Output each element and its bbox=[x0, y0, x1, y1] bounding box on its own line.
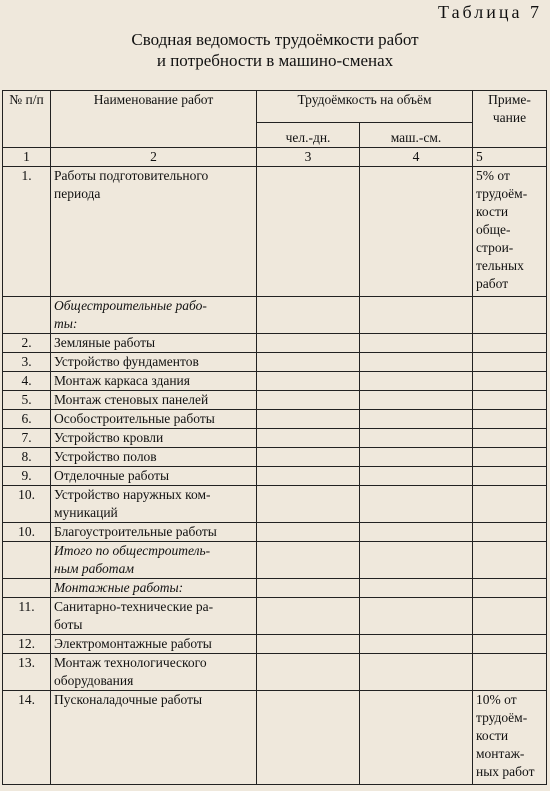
row-man-days-cell bbox=[257, 579, 360, 598]
work-name-line: Монтаж технологического bbox=[54, 655, 207, 670]
row-machine-shifts-cell bbox=[360, 391, 473, 410]
row-man-days-cell bbox=[257, 429, 360, 448]
labor-summary-table bbox=[2, 90, 547, 785]
row-machine-shifts-cell bbox=[360, 410, 473, 429]
work-name-line: Работы подготовительного bbox=[54, 168, 209, 183]
row-work-name bbox=[51, 579, 257, 598]
work-name-line: Санитарно-технические ра- bbox=[54, 599, 214, 614]
row-number: 9. bbox=[3, 467, 51, 486]
work-name-line: Электромонтажные работы bbox=[54, 636, 212, 651]
row-machine-shifts-cell bbox=[360, 429, 473, 448]
row-note bbox=[473, 410, 547, 429]
row-man-days-cell bbox=[257, 410, 360, 429]
note-line: кости bbox=[476, 204, 509, 219]
row-man-days-cell bbox=[257, 353, 360, 372]
work-name-line: ты: bbox=[54, 316, 78, 331]
table-row bbox=[3, 448, 547, 467]
row-number: 14. bbox=[3, 691, 51, 785]
table-row bbox=[3, 334, 547, 353]
row-note bbox=[473, 635, 547, 654]
work-name-line: боты bbox=[54, 617, 83, 632]
row-note bbox=[473, 523, 547, 542]
row-number: 2. bbox=[3, 334, 51, 353]
work-name-line: Итого по общестроитель- bbox=[54, 543, 211, 558]
work-name-line: Пусконаладочные работы bbox=[54, 692, 203, 707]
row-note bbox=[473, 448, 547, 467]
note-line: 5% от bbox=[476, 168, 510, 183]
row-work-name bbox=[51, 167, 257, 297]
row-number: 7. bbox=[3, 429, 51, 448]
row-number: 4. bbox=[3, 372, 51, 391]
column-number: 1 bbox=[3, 148, 51, 167]
work-name-line: периода bbox=[54, 186, 101, 201]
column-number: 3 bbox=[257, 148, 360, 167]
row-note bbox=[473, 334, 547, 353]
row-number: 13. bbox=[3, 654, 51, 691]
row-work-name bbox=[51, 598, 257, 635]
row-work-name bbox=[51, 691, 257, 785]
table-row bbox=[3, 598, 547, 635]
row-number bbox=[3, 297, 51, 334]
row-work-name bbox=[51, 297, 257, 334]
row-work-name bbox=[51, 429, 257, 448]
work-name-line: Устройство кровли bbox=[54, 430, 164, 445]
row-machine-shifts-cell bbox=[360, 372, 473, 391]
row-note bbox=[473, 297, 547, 334]
row-number: 10. bbox=[3, 523, 51, 542]
row-number: 10. bbox=[3, 486, 51, 523]
work-name-line: Земляные работы bbox=[54, 335, 156, 350]
row-man-days-cell bbox=[257, 372, 360, 391]
row-number bbox=[3, 542, 51, 579]
note-line: тельных bbox=[476, 258, 524, 273]
header-man-days: чел.-дн. bbox=[257, 123, 360, 148]
row-machine-shifts-cell bbox=[360, 467, 473, 486]
row-machine-shifts-cell bbox=[360, 542, 473, 579]
row-number: 1. bbox=[3, 167, 51, 297]
work-name-line: Общестроительные рабо- bbox=[54, 298, 207, 313]
table-row bbox=[3, 654, 547, 691]
table-row bbox=[3, 297, 547, 334]
row-number: 12. bbox=[3, 635, 51, 654]
row-note bbox=[473, 691, 547, 785]
note-line: строи- bbox=[476, 240, 514, 255]
row-number: 3. bbox=[3, 353, 51, 372]
work-name-line: Устройство наружных ком- bbox=[54, 487, 211, 502]
note-line: работ bbox=[476, 276, 509, 291]
row-note bbox=[473, 579, 547, 598]
row-man-days-cell bbox=[257, 635, 360, 654]
note-line: обще- bbox=[476, 222, 511, 237]
row-machine-shifts-cell bbox=[360, 167, 473, 297]
work-name-line: оборудования bbox=[54, 673, 134, 688]
table-row bbox=[3, 486, 547, 523]
header-machine-shifts: маш.-см. bbox=[360, 123, 473, 148]
row-man-days-cell bbox=[257, 334, 360, 353]
row-number: 5. bbox=[3, 391, 51, 410]
row-work-name bbox=[51, 467, 257, 486]
row-man-days-cell bbox=[257, 167, 360, 297]
work-name-line: ным работам bbox=[54, 561, 134, 576]
work-name-line: Устройство фундаментов bbox=[54, 354, 199, 369]
row-man-days-cell bbox=[257, 391, 360, 410]
row-machine-shifts-cell bbox=[360, 635, 473, 654]
header-note-line-2: чание bbox=[492, 110, 527, 125]
work-name-line: Особостроительные работы bbox=[54, 411, 215, 426]
row-work-name bbox=[51, 654, 257, 691]
row-machine-shifts-cell bbox=[360, 448, 473, 467]
row-machine-shifts-cell bbox=[360, 353, 473, 372]
row-note bbox=[473, 598, 547, 635]
row-machine-shifts-cell bbox=[360, 598, 473, 635]
row-note bbox=[473, 542, 547, 579]
document-title-line-2: и потребности в машино-сменах bbox=[156, 51, 394, 70]
document-title-line-1: Сводная ведомость трудоёмкости работ bbox=[131, 30, 419, 49]
row-note bbox=[473, 467, 547, 486]
work-name-line: Благоустроительные работы bbox=[54, 524, 217, 539]
table-row bbox=[3, 372, 547, 391]
note-line: трудоём- bbox=[476, 710, 528, 725]
row-work-name bbox=[51, 353, 257, 372]
row-machine-shifts-cell bbox=[360, 486, 473, 523]
row-machine-shifts-cell bbox=[360, 691, 473, 785]
row-man-days-cell bbox=[257, 542, 360, 579]
note-line: 10% от bbox=[476, 692, 517, 707]
table-body bbox=[3, 167, 547, 785]
table-row bbox=[3, 691, 547, 785]
row-man-days-cell bbox=[257, 598, 360, 635]
row-work-name bbox=[51, 372, 257, 391]
table-row bbox=[3, 167, 547, 297]
work-name-line: муникаций bbox=[54, 505, 118, 520]
table-row bbox=[3, 429, 547, 448]
row-number bbox=[3, 579, 51, 598]
row-work-name bbox=[51, 542, 257, 579]
row-machine-shifts-cell bbox=[360, 579, 473, 598]
work-name-line: Монтаж каркаса здания bbox=[54, 373, 190, 388]
note-line: монтаж- bbox=[476, 746, 525, 761]
row-machine-shifts-cell bbox=[360, 297, 473, 334]
row-machine-shifts-cell bbox=[360, 654, 473, 691]
table-label: Таблица 7 bbox=[438, 2, 542, 22]
header-note bbox=[473, 91, 547, 148]
row-man-days-cell bbox=[257, 654, 360, 691]
row-number: 6. bbox=[3, 410, 51, 429]
header-note-line-1: Приме- bbox=[488, 92, 531, 107]
row-machine-shifts-cell bbox=[360, 523, 473, 542]
note-line: трудоём- bbox=[476, 186, 528, 201]
table-row bbox=[3, 353, 547, 372]
header-num: № п/п bbox=[3, 91, 51, 148]
row-number: 8. bbox=[3, 448, 51, 467]
header-work-name: Наименование работ bbox=[51, 91, 257, 148]
row-work-name bbox=[51, 391, 257, 410]
column-number: 5 bbox=[473, 148, 547, 167]
table-row bbox=[3, 579, 547, 598]
row-number: 11. bbox=[3, 598, 51, 635]
table-row bbox=[3, 523, 547, 542]
row-man-days-cell bbox=[257, 523, 360, 542]
row-work-name bbox=[51, 448, 257, 467]
row-note bbox=[473, 486, 547, 523]
row-work-name bbox=[51, 486, 257, 523]
column-number: 2 bbox=[51, 148, 257, 167]
table-row bbox=[3, 410, 547, 429]
row-man-days-cell bbox=[257, 486, 360, 523]
work-name-line: Монтажные работы: bbox=[54, 580, 184, 595]
row-note bbox=[473, 429, 547, 448]
column-number: 4 bbox=[360, 148, 473, 167]
row-note bbox=[473, 391, 547, 410]
row-man-days-cell bbox=[257, 691, 360, 785]
row-man-days-cell bbox=[257, 467, 360, 486]
table-row bbox=[3, 467, 547, 486]
row-note bbox=[473, 654, 547, 691]
row-man-days-cell bbox=[257, 448, 360, 467]
work-name-line: Устройство полов bbox=[54, 449, 157, 464]
row-machine-shifts-cell bbox=[360, 334, 473, 353]
row-man-days-cell bbox=[257, 297, 360, 334]
work-name-line: Отделочные работы bbox=[54, 468, 170, 483]
row-note bbox=[473, 167, 547, 297]
table-header bbox=[3, 91, 547, 167]
header-labor: Трудоёмкость на объём bbox=[257, 91, 473, 123]
row-work-name bbox=[51, 523, 257, 542]
row-work-name bbox=[51, 410, 257, 429]
row-work-name bbox=[51, 334, 257, 353]
row-work-name bbox=[51, 635, 257, 654]
note-line: кости bbox=[476, 728, 509, 743]
row-note bbox=[473, 353, 547, 372]
table-row bbox=[3, 391, 547, 410]
table-row bbox=[3, 635, 547, 654]
note-line: ных работ bbox=[476, 764, 535, 779]
row-note bbox=[473, 372, 547, 391]
table-row bbox=[3, 542, 547, 579]
work-name-line: Монтаж стеновых панелей bbox=[54, 392, 209, 407]
